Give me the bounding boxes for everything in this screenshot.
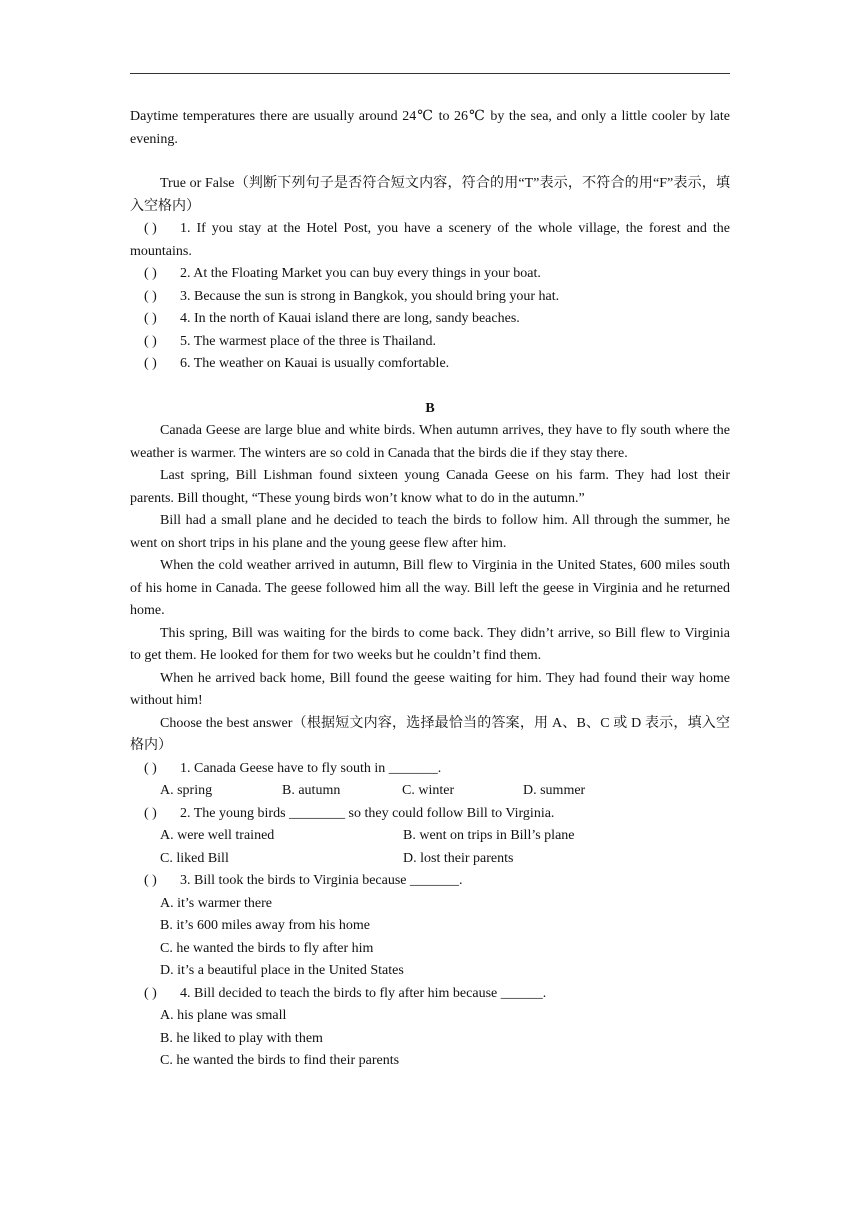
header-rule — [130, 73, 730, 74]
answer-blank[interactable]: ( ) — [144, 333, 157, 349]
mc-options-2-row1 — [130, 825, 730, 848]
answer-blank[interactable]: ( ) — [144, 266, 157, 281]
passage-a-end: Daytime temperatures there are usually around 24℃ to 26℃ by the sea, and only a little cooler by late evening. — [130, 109, 730, 147]
mc-question-2: ( ) 2. The young birds ________ so they could follow Bill to Virginia. — [130, 803, 730, 826]
answer-blank[interactable]: ( ) — [144, 805, 157, 821]
option-c[interactable]: C. he wanted the birds to fly after him — [160, 940, 374, 956]
tf-question-5: ( ) 5. The warmest place of the three is Thailand. — [130, 331, 730, 354]
option-c[interactable]: C. liked Bill — [160, 850, 229, 866]
option-d[interactable]: D. lost their parents — [403, 850, 514, 866]
answer-blank[interactable]: ( ) — [144, 985, 157, 1001]
answer-blank[interactable]: ( ) — [144, 221, 157, 236]
tf-question-4: ( ) 4. In the north of Kauai island there are long, sandy beaches. — [130, 308, 730, 331]
option-c[interactable]: C. he wanted the birds to find their parents — [160, 1053, 400, 1068]
answer-blank[interactable]: ( ) — [144, 873, 157, 888]
option-b[interactable]: B. autumn — [282, 783, 341, 798]
passage-b-paragraph: Canada Geese are large blue and white birds. When autumn arrives, they have to fly south where the weather is warmer. The winters are so cold in Canada that the birds die if they stay there. — [130, 423, 730, 461]
option-a[interactable]: A. spring — [160, 783, 213, 798]
passage-b-paragraph: Bill had a small plane and he decided to teach the birds to follow him. All through the summer, he went on short trips in his plane and the young geese flew after him. — [130, 513, 730, 551]
mc-options-2-row2 — [130, 848, 730, 871]
option-d[interactable]: D. it’s a beautiful place in the United States — [160, 963, 404, 978]
mc-options-1 — [130, 780, 730, 803]
mc-question-3: ( ) 3. Bill took the birds to Virginia because _______. — [130, 870, 730, 893]
tf-instruction: True or False（判断下列句子是否符合短文内容，符合的用“T”表示，不符合的用“F”表示，填入空格内） — [130, 176, 730, 214]
option-a[interactable]: A. it’s warmer there — [160, 895, 272, 911]
option-b[interactable]: B. went on trips in Bill’s plane — [403, 828, 575, 843]
passage-b-paragraph: This spring, Bill was waiting for the birds to come back. They didn’t arrive, so Bill flew to Virginia to get them. He looked for them for two weeks but he couldn’t find them. — [130, 625, 730, 663]
section-b-title: B — [425, 400, 435, 416]
passage-b-paragraph: Last spring, Bill Lishman found sixteen young Canada Geese on his farm. They had lost their parents. Bill thought, “These young birds won’t know what to do in the autumn.” — [130, 468, 730, 506]
tf-question-1: ( ) 1. If you stay at the Hotel Post, you have a scenery of the whole village, the forest and the mountains. — [130, 218, 730, 263]
document-body — [130, 106, 730, 1073]
option-b[interactable]: B. he liked to play with them — [160, 1030, 323, 1046]
passage-b-paragraph: When he arrived back home, Bill found the geese waiting for him. They had found their way home without him! — [130, 670, 730, 708]
mc-question-4: ( ) 4. Bill decided to teach the birds to fly after him because ______. — [130, 983, 730, 1006]
option-a[interactable]: A. were well trained — [160, 828, 275, 843]
answer-blank[interactable]: ( ) — [144, 288, 157, 304]
tf-question-6: ( ) 6. The weather on Kauai is usually comfortable. — [130, 353, 730, 376]
answer-blank[interactable]: ( ) — [144, 311, 157, 326]
passage-b-paragraph: When the cold weather arrived in autumn, Bill flew to Virginia in the United States, 600 miles south of his home in Canada. The geese followed him all the way. Bill left the geese in Virginia and he returned home. — [130, 558, 730, 618]
answer-blank[interactable]: ( ) — [144, 760, 157, 776]
option-b[interactable]: B. it’s 600 miles away from his home — [160, 918, 370, 933]
tf-question-3: ( ) 3. Because the sun is strong in Bangkok, you should bring your hat. — [130, 286, 730, 309]
option-a[interactable]: A. his plane was small — [160, 1008, 287, 1023]
option-c[interactable]: C. winter — [402, 783, 455, 798]
tf-question-2: ( ) 2. At the Floating Market you can buy every things in your boat. — [130, 263, 730, 286]
choose-instruction: Choose the best answer（根据短文内容，选择最恰当的答案，用 A、B、C 或 D 表示，填入空格内） — [130, 715, 730, 753]
option-d[interactable]: D. summer — [523, 783, 586, 798]
answer-blank[interactable]: ( ) — [144, 356, 157, 371]
mc-question-1: ( ) 1. Canada Geese have to fly south in _______. — [130, 758, 730, 781]
